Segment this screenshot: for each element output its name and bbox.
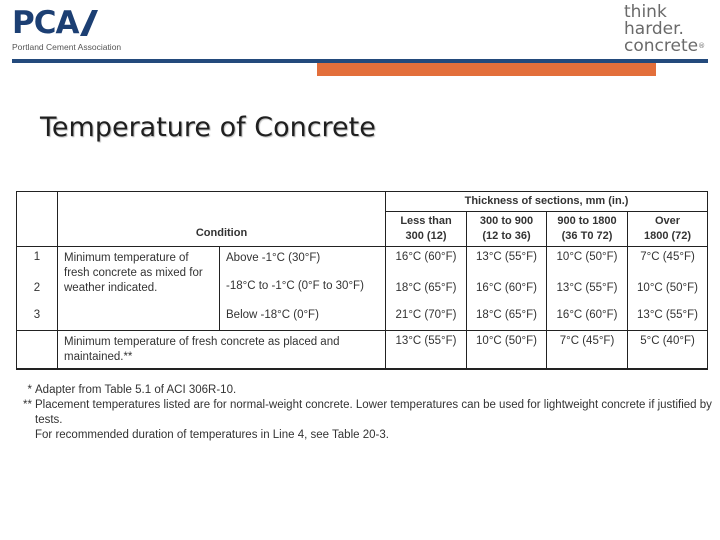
- pca-logo: [12, 5, 132, 52]
- temp-value: 18°C (65°F): [386, 268, 467, 296]
- temp-value: 13°C (55°F): [386, 331, 467, 370]
- weather-condition: Above -1°C (30°F): [220, 247, 386, 269]
- footnote-1-text: Adapter from Table 5.1 of ACI 306R-10.: [35, 384, 237, 396]
- footnote-2-text: Placement temperatures listed are for normal-weight concrete. Lower temperatures can be used for lightweight concrete if justified by tests.: [35, 399, 712, 426]
- temp-value: 16°C (60°F): [547, 296, 628, 331]
- temp-value: 18°C (65°F): [467, 296, 547, 331]
- tagline-line-1: think: [624, 2, 667, 22]
- pca-logo-text: PCA: [12, 5, 79, 41]
- header-blank-cell: [17, 192, 58, 247]
- temp-value: 16°C (60°F): [386, 247, 467, 269]
- row-number: 2: [17, 268, 58, 296]
- temp-value: 5°C (40°F): [628, 331, 708, 370]
- slide-title: Temperature of Concrete: [40, 112, 376, 143]
- temp-value: 13°C (55°F): [547, 268, 628, 296]
- temp-value: 10°C (50°F): [467, 331, 547, 370]
- temp-value: 13°C (55°F): [628, 296, 708, 331]
- header-rule-orange: [317, 63, 656, 76]
- temp-value: 16°C (60°F): [467, 268, 547, 296]
- pca-swoosh-icon: [78, 8, 100, 38]
- col-header-300-to-900: 300 to 900 (12 to 36): [467, 212, 547, 247]
- temp-value: 13°C (55°F): [467, 247, 547, 269]
- table-row: [17, 247, 708, 269]
- row-number: 1: [17, 247, 58, 269]
- temp-value: 7°C (45°F): [547, 331, 628, 370]
- weather-condition: Below -18°C (0°F): [220, 296, 386, 331]
- registered-mark: ®: [698, 42, 706, 50]
- col-header-less-than-300: Less than 300 (12): [386, 212, 467, 247]
- tagline-line-2: harder.: [624, 19, 684, 39]
- pca-logo-subtitle: Portland Cement Association: [12, 42, 122, 52]
- tagline-line-3: concrete: [624, 36, 699, 56]
- table-header-row-1: [17, 192, 708, 212]
- row-number: 3: [17, 296, 58, 331]
- temp-value: 7°C (45°F): [628, 247, 708, 269]
- footnote-1: [16, 383, 712, 398]
- footnote-1-mark: *: [27, 384, 32, 396]
- placed-condition-label: Minimum temperature of fresh concrete as placed and maintained.**: [58, 331, 386, 370]
- temperature-table: [16, 191, 708, 370]
- col-header-over-1800: Over 1800 (72): [628, 212, 708, 247]
- footnote-2-mark: **: [23, 399, 32, 411]
- temp-value: 10°C (50°F): [628, 268, 708, 296]
- col-header-900-to-1800: 900 to 1800 (36 T0 72): [547, 212, 628, 247]
- row-number-blank: [17, 331, 58, 370]
- footnote-3: For recommended duration of temperatures in Line 4, see Table 20-3.: [35, 429, 389, 441]
- temp-value: 10°C (50°F): [547, 247, 628, 269]
- table-row-placed: [17, 331, 708, 370]
- weather-condition: -18°C to -1°C (0°F to 30°F): [220, 268, 386, 296]
- tagline-logo: [624, 4, 705, 55]
- thickness-group-header: Thickness of sections, mm (in.): [386, 192, 708, 212]
- mixed-condition-label: Minimum temperature of fresh concrete as mixed for weather indicated.: [58, 247, 220, 331]
- table-footnotes: [16, 383, 712, 443]
- temp-value: 21°C (70°F): [386, 296, 467, 331]
- condition-header: Condition: [58, 192, 386, 247]
- footnote-2: [16, 398, 712, 428]
